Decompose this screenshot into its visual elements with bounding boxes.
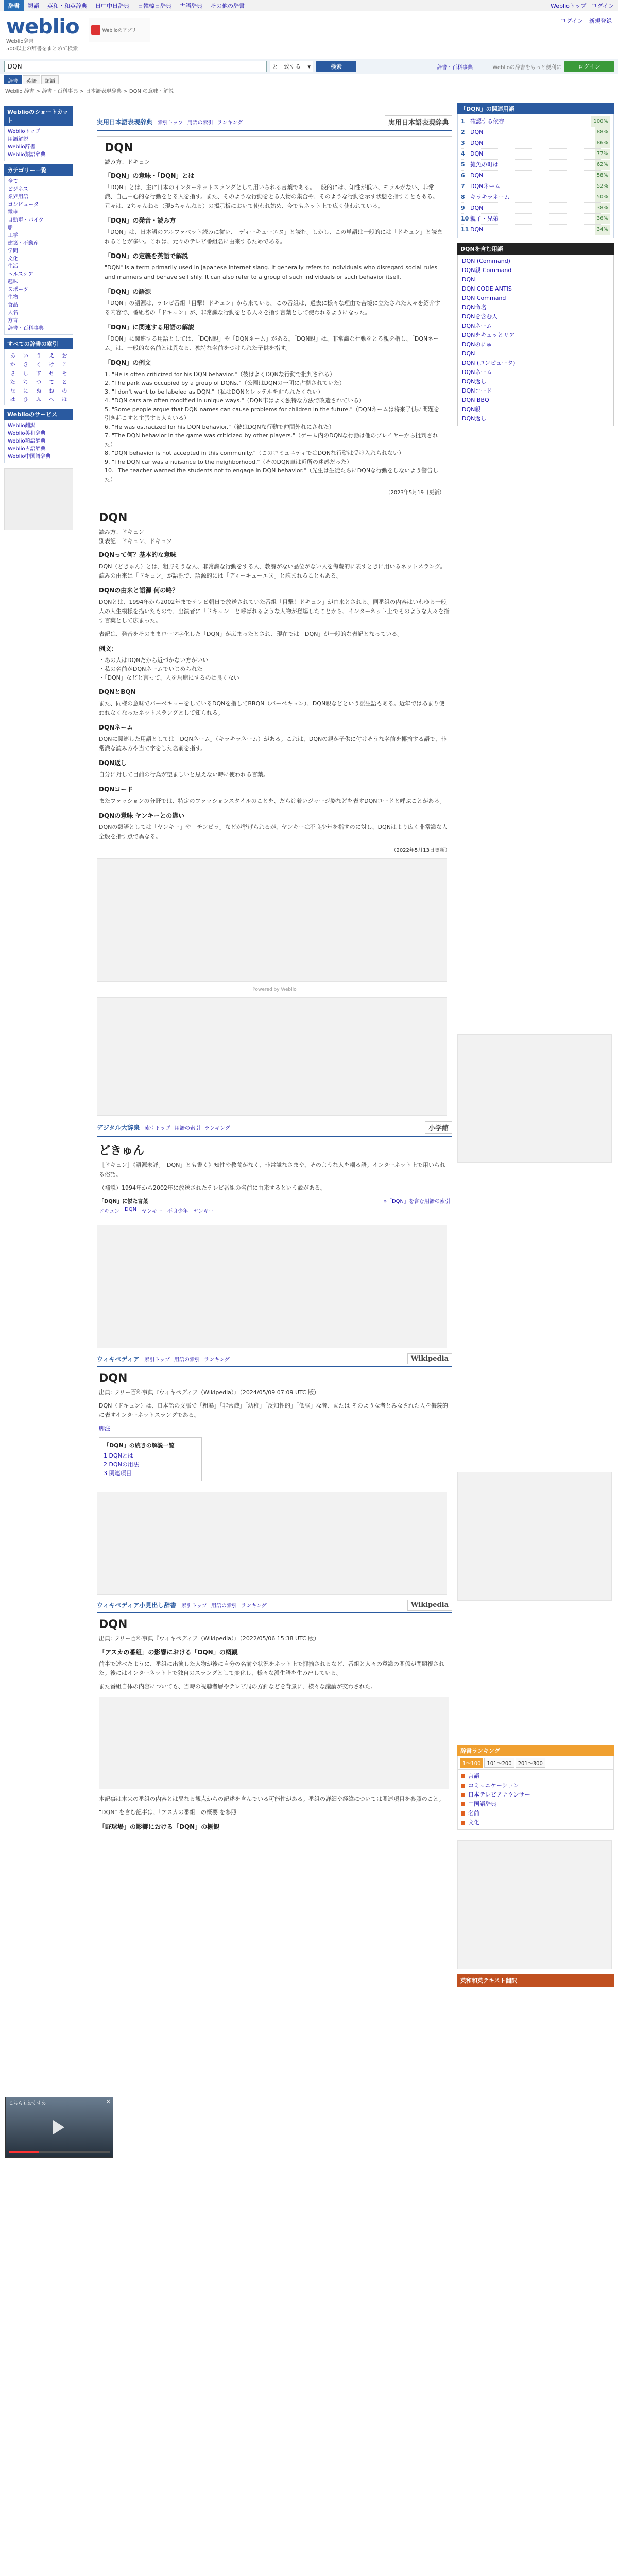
- ad-banner[interactable]: [97, 997, 447, 1116]
- ranking-link[interactable]: ランキング: [204, 1357, 230, 1363]
- shortcut-header: Weblioのショートカット: [4, 106, 73, 126]
- ranking-row[interactable]: [461, 171, 610, 181]
- term-list-item[interactable]: DQNネーム: [462, 323, 492, 329]
- section-heading: DQNネーム: [99, 724, 133, 731]
- kana-index-item[interactable]: か: [10, 362, 15, 368]
- term-index-link[interactable]: 用語の索引: [174, 1357, 200, 1363]
- ranking-row[interactable]: [461, 160, 610, 171]
- service-item[interactable]: Weblio翻訳: [8, 423, 36, 429]
- close-icon[interactable]: ✕: [106, 2098, 111, 2105]
- category-item[interactable]: スポーツ: [8, 287, 28, 293]
- kana-index-item[interactable]: そ: [62, 371, 67, 377]
- update-date: （2023年5月19日更新）: [385, 490, 444, 496]
- term-list-item[interactable]: DQNコード: [462, 387, 492, 394]
- related-word[interactable]: DQN: [125, 1207, 137, 1212]
- example-sentence: 2. "The park was occupied by a group of DQNs."（公園はDQNの一団に占拠されていた）: [105, 380, 345, 386]
- ranking-row[interactable]: [461, 203, 610, 214]
- entry-reading: 読み方：ドキュン: [105, 159, 150, 165]
- entry-title: DQN: [105, 142, 133, 155]
- kana-index-item[interactable]: ほ: [62, 397, 67, 403]
- section-heading: 「DQN」の例文: [105, 359, 151, 366]
- weblio-top-link[interactable]: Weblioトップ: [551, 2, 587, 9]
- kana-index-item[interactable]: ふ: [36, 397, 41, 403]
- paragraph: 本記事は本来の番組の内容とは異なる観点からの記述を含んでいる可能性がある。番組の詳細や経緯については関連項目を参照のこと。: [99, 1795, 444, 1802]
- rank-number: 6: [461, 172, 465, 179]
- breadcrumb: Weblio 辞書 > 辞書・百科事典 > 日本語表現辞典 > DQN の意味・解説: [5, 89, 174, 94]
- category-item[interactable]: 生活: [8, 264, 18, 269]
- related-words: [99, 1207, 450, 1214]
- category-header: カテゴリー一覧: [4, 164, 73, 176]
- section-heading: 「アスカの番組」の影響における「DQN」の概観: [99, 1649, 238, 1656]
- example-item: ・「DQN」などと言って、人を馬鹿にするのは良くない: [99, 674, 239, 681]
- footnote-link[interactable]: 脚注: [99, 1425, 110, 1432]
- term-list-item[interactable]: DQNのにゅ: [462, 341, 492, 348]
- login-link[interactable]: ログイン: [591, 2, 614, 9]
- rank-percent: 77%: [595, 149, 610, 159]
- related-word[interactable]: ヤンキー: [142, 1209, 162, 1214]
- rank-word[interactable]: キラキラネーム: [470, 194, 510, 200]
- source-meta: 出典: フリー百科事典『ウィキペディア（Wikipedia）』（2024/05/09 07:09 UTC 版）: [99, 1389, 320, 1396]
- entry-title: DQN: [99, 512, 128, 524]
- entry-title: DQN: [99, 1618, 128, 1631]
- dict-brand-logo: 小学館: [425, 1121, 452, 1134]
- shortcut-item[interactable]: Weblioトップ: [8, 129, 41, 134]
- rank-number: 7: [461, 183, 465, 190]
- related-word[interactable]: ドキュン: [99, 1209, 119, 1214]
- update-date: （2022年5月13日更新）: [391, 848, 450, 853]
- paragraph: "DQN" is a term primarily used in Japanese internet slang. It generally refers to individuals who disregard social rules and manners and behave selfishly. It can also refer to a group of such individuals or such behavior itself.: [105, 264, 438, 280]
- category-item[interactable]: 趣味: [8, 279, 18, 285]
- category-item[interactable]: 人名: [8, 310, 18, 316]
- rank-percent: 100%: [591, 116, 610, 127]
- example-sentence: 8. "DQN behavior is not accepted in this community."（このコミュニティではDQNな行動は受け入れられない）: [105, 450, 404, 456]
- right-sidebar: [457, 103, 614, 1987]
- service-item[interactable]: Weblio中国語辞典: [8, 454, 51, 460]
- term-list: [457, 255, 614, 426]
- right-ad[interactable]: [457, 1840, 612, 1969]
- term-index-link[interactable]: 用語の索引: [187, 120, 213, 126]
- toc-title: 「DQN」の続きの解説一覧: [104, 1442, 175, 1449]
- category-item[interactable]: 生物: [8, 295, 18, 300]
- dict-brand-logo: 実用日本語表現辞典: [385, 115, 452, 128]
- toc-item[interactable]: 3 関連項目: [104, 1470, 132, 1477]
- app-icon: [91, 25, 100, 35]
- term-list-item[interactable]: DQN: [462, 276, 475, 283]
- search-button[interactable]: 検索: [316, 61, 356, 72]
- term-index-link[interactable]: 用語の索引: [211, 1603, 237, 1609]
- shortcut-item[interactable]: Weblio辞書: [8, 144, 36, 150]
- category-item[interactable]: ヘルスケア: [8, 272, 33, 277]
- dict-header: [97, 115, 452, 131]
- ranking-item[interactable]: 日本テレビアナウンサー: [461, 1790, 610, 1800]
- related-ranking: [457, 114, 614, 238]
- example-item: ・私の名前がDQNネームでいじめられた: [99, 666, 203, 672]
- section-heading: 「DQN」に関連する用語の解説: [105, 324, 195, 331]
- rank-number: 2: [461, 129, 465, 135]
- rank-percent: 62%: [595, 160, 610, 170]
- kana-index-item[interactable]: け: [49, 362, 55, 368]
- toc-item[interactable]: 1 DQNとは: [104, 1452, 133, 1459]
- rank-number: 11: [461, 226, 469, 233]
- ranking-tabs: [457, 1756, 614, 1770]
- video-player[interactable]: [5, 2097, 113, 2158]
- service-item[interactable]: Weblio古語辞典: [8, 446, 46, 452]
- rank-number: 9: [461, 205, 465, 211]
- example-sentence: 9. "The DQN car was a nuisance to the neighborhood."（そのDQN車は近所の迷惑だった）: [105, 459, 352, 465]
- ranking-header: 辞書ランキング: [457, 1745, 614, 1756]
- rank-percent: 34%: [595, 225, 610, 235]
- related-label: 「DQN」に似た言葉: [99, 1199, 148, 1205]
- term-list-item[interactable]: DQN返し: [462, 415, 487, 422]
- kana-index-item[interactable]: の: [62, 388, 67, 394]
- dict-brand-logo: Wikipedia: [407, 1600, 452, 1611]
- tab-english[interactable]: 英和・和英辞典: [47, 2, 87, 9]
- kana-index-item[interactable]: ぬ: [36, 388, 41, 394]
- dict-header: [97, 1121, 452, 1137]
- term-list-item[interactable]: DQN Command: [462, 295, 506, 301]
- main-content: [97, 115, 452, 1834]
- kana-index: [4, 349, 73, 405]
- paragraph: DQNの類語としては「ヤンキー」や「チンピラ」などが挙げられるが、ヤンキーは不良少年を指すのに対し、DQNはより広く非常識な人全般を指す点で異なる。: [99, 824, 448, 840]
- rank-word[interactable]: DQN: [470, 172, 484, 179]
- paragraph: DQN（どきゅん）とは、粗野そうな人、非常識な行動をする人、教養がない品位がない人を侮蔑的に表すときに用いるネットスラング。読みの由来は「ドキュン」が語源で、語源的には「ディーキューエヌ」と読まれることもある。: [99, 563, 446, 579]
- example-item: ・あの人はDQNだから近づかない方がいい: [99, 657, 209, 664]
- logo-subtitle: Weblio辞書: [6, 39, 34, 44]
- section-heading: 「DQN」の語源: [105, 288, 151, 295]
- rank-percent: 36%: [595, 214, 610, 224]
- category-item[interactable]: ビジネス: [8, 187, 28, 192]
- ranking-tab[interactable]: 1〜100: [460, 1758, 483, 1768]
- rank-number: 4: [461, 150, 465, 157]
- entry-reading: 読み方：ドキュン: [99, 529, 144, 535]
- index-top-link[interactable]: 索引トップ: [181, 1603, 208, 1609]
- index-top-link[interactable]: 索引トップ: [158, 120, 183, 126]
- chevron-down-icon: ▾: [307, 63, 311, 70]
- dict-header: [97, 1353, 452, 1367]
- kana-index-item[interactable]: き: [23, 362, 28, 368]
- example-sentence: 1. "He is often criticized for his DQN behavior."（彼はよくDQNな行動で批判される）: [105, 371, 335, 378]
- tab-classical[interactable]: 古語辞典: [180, 2, 202, 9]
- paragraph: また、同様の意味でバーベキューをしているDQNを指してBBQN（バーベキュン）、DQN親などという派生語もある。近年ではあまり使われなくなったネットスラングとして知られる。: [99, 700, 445, 716]
- entry-title: どきゅん: [99, 1144, 145, 1157]
- example-sentence: 3. "I don't want to be labeled as DQN."（私はDQNとレッテルを貼られたくない）: [105, 388, 324, 395]
- kana-index-item[interactable]: う: [36, 353, 41, 359]
- kana-index-item[interactable]: へ: [49, 397, 55, 403]
- tab-korean[interactable]: 日韓韓日辞典: [138, 2, 171, 9]
- kana-index-item[interactable]: え: [49, 353, 55, 359]
- kana-index-item[interactable]: お: [62, 353, 67, 359]
- play-icon[interactable]: [53, 2120, 64, 2134]
- ranking-item[interactable]: 文化: [461, 1818, 610, 1827]
- paragraph: DQNとは、1994年から2002年までテレビ朝日で放送されていた番組「目撃！ドキュン」が由来とされる。同番組の内容はいわゆる一般人の人生模様を描いたもので、出演者に「ドキュン」と呼ばれるような人物が登場したことから、インターネット上でそのような人々を指す言葉として広まった。: [99, 599, 450, 624]
- ranking-row[interactable]: [461, 214, 610, 225]
- examples-list: [105, 370, 444, 484]
- ranking-link[interactable]: ランキング: [217, 120, 243, 126]
- paragraph: 「DQN」は、日本語のアルファベット読みに従い、「ディーキューエヌ」と読む。しかし、この単語は一般的には「ドキュン」と読まれることが多い。これは、元々のテレビ番組名に由来するためである。: [105, 229, 443, 245]
- section-heading: 例文：: [99, 645, 118, 652]
- entry-title: DQN: [99, 1372, 128, 1385]
- tab-other[interactable]: その他の辞書: [211, 2, 245, 9]
- ranking-list: [457, 1770, 614, 1830]
- dict-name[interactable]: デジタル大辞泉: [97, 1124, 140, 1131]
- rank-number: 5: [461, 161, 465, 168]
- rank-percent: 38%: [595, 203, 610, 213]
- rank-word[interactable]: DQN: [470, 140, 484, 146]
- paragraph: 表記は、発音をそのままローマ字化した「DQN」が広まったとされ、現在では「DQN」が一般的な表記となっている。: [99, 631, 403, 637]
- category-item[interactable]: 文化: [8, 256, 18, 262]
- login-button[interactable]: ログイン: [564, 61, 614, 72]
- rank-number: 3: [461, 140, 465, 146]
- kana-index-item[interactable]: ね: [49, 388, 55, 394]
- logo-subtitle-2: 500以上の辞書をまとめて検索: [6, 46, 78, 52]
- term-list-item[interactable]: DQN親: [462, 406, 481, 413]
- ad-banner[interactable]: [99, 1697, 449, 1789]
- paragraph: またファッションの分野では、特定のファッションスタイルのことを、だらけ着いジャージ姿などを表すDQNコードと呼ぶことがある。: [99, 798, 445, 804]
- rank-word[interactable]: 雑魚の町は: [470, 161, 499, 168]
- example-sentence: 5. "Some people argue that DQN names can cause problems for children in the future."（DQNネームは将来子供に問題を引き起こすと主張する人もいる）: [105, 406, 440, 421]
- shortcut-item[interactable]: Weblio類語辞典: [8, 152, 46, 158]
- index-header: すべての辞書の索引: [4, 338, 73, 349]
- kana-index-item[interactable]: あ: [10, 353, 15, 359]
- paragraph: （補説）1994年から2002年に放送されたテレビ番組の名前に由来するという説がある。: [99, 1184, 326, 1191]
- dict-brand-logo: Wikipedia: [407, 1353, 452, 1364]
- mode-english[interactable]: 英語: [23, 75, 40, 84]
- category-item[interactable]: 船: [8, 225, 13, 231]
- related-word[interactable]: 不良少年: [167, 1209, 188, 1214]
- paragraph: DQNに関連した用語としては「DQNネーム」（キラキラネーム）がある。これは、DQNの親が子供に付けそうな名前を揶揄する語で、非常識な読み方や当て字をした名前を指す。: [99, 736, 447, 752]
- rank-percent: 50%: [595, 192, 610, 202]
- rank-word[interactable]: DQN: [470, 226, 484, 233]
- kana-index-item[interactable]: い: [23, 353, 28, 359]
- app-ad[interactable]: Weblioのアプリ: [89, 18, 150, 42]
- left-ad[interactable]: [4, 468, 73, 530]
- term-list-item[interactable]: DQN返し: [462, 378, 487, 385]
- powered-by: Powered by Weblio: [252, 987, 297, 992]
- rank-number: 8: [461, 194, 465, 200]
- term-list-item[interactable]: DQNをキュッとリア: [462, 332, 515, 338]
- term-list-header: DQNを含む用語: [457, 243, 614, 255]
- translation-banner[interactable]: 英和和英テキスト翻訳: [457, 1974, 614, 1987]
- ranking-item[interactable]: コミュニケーション: [461, 1781, 610, 1790]
- ad-banner[interactable]: [97, 858, 447, 982]
- rank-word[interactable]: DQN: [470, 150, 484, 157]
- rank-word[interactable]: DQN: [470, 129, 484, 135]
- kana-index-item[interactable]: た: [10, 380, 15, 385]
- kana-index-item[interactable]: ひ: [23, 397, 28, 403]
- section-heading: 「DQN」の意味・「DQN」とは: [105, 172, 195, 179]
- rank-word[interactable]: DQN: [470, 205, 484, 211]
- term-list-item[interactable]: DQN親 Command: [462, 267, 512, 274]
- example-sentence: 6. "He was ostracized for his DQN behavior."（彼はDQNな行動で仲間外れにされた）: [105, 423, 335, 430]
- search-bar: [0, 59, 618, 74]
- promo-text: Weblioの辞書をもっと便利に: [492, 64, 561, 71]
- ranking-row[interactable]: [461, 181, 610, 192]
- kana-index-item[interactable]: つ: [36, 380, 41, 385]
- ranking-link[interactable]: ランキング: [204, 1126, 230, 1131]
- term-list-item[interactable]: DQNネーム: [462, 369, 492, 376]
- ranking-row[interactable]: [461, 138, 610, 149]
- term-list-item[interactable]: DQN CODE ANTIS: [462, 285, 512, 292]
- category-item[interactable]: 工学: [8, 233, 18, 239]
- section-heading: 「DQN」の発音・読み方: [105, 217, 176, 224]
- paragraph-note: "DQN" を含む記事は、「アスカの番組」の概要 を参照: [99, 1809, 237, 1816]
- table-of-contents: [99, 1437, 202, 1481]
- header: [0, 11, 618, 59]
- kana-index-item[interactable]: せ: [49, 371, 55, 377]
- search-scope[interactable]: 辞書・百科事典: [437, 64, 473, 71]
- kana-index-item[interactable]: ち: [23, 380, 28, 385]
- paragraph: 「DQN」とは、主に日本のインターネットスラングとして用いられる言葉である。一般的には、知性が低い、モラルがない、非常識、自己中心的な行動をとる人を指す。また、そのような行動をとる人物の集合や、そのような行動を示す状態を指すこともある。元々は、2ちゃんねる（現5ちゃんねる）の掲示板において使われ始め、今でもネット上で広く使われている。: [105, 184, 438, 209]
- weblio-logo[interactable]: weblio: [6, 15, 79, 39]
- kana-index-item[interactable]: は: [10, 397, 15, 403]
- section-heading: DQNコード: [99, 786, 133, 793]
- category-item[interactable]: 食品: [8, 302, 18, 308]
- header-register-link[interactable]: 新規登録: [589, 18, 612, 24]
- category-item[interactable]: 辞書・百科事典: [8, 326, 44, 331]
- category-item[interactable]: 全て: [8, 179, 18, 184]
- ranking-item[interactable]: 名前: [461, 1809, 610, 1818]
- source-meta: 出典: フリー百科事典『ウィキペディア（Wikipedia）』（2022/05/06 15:38 UTC 版）: [99, 1635, 320, 1642]
- entry-slang: [97, 512, 452, 853]
- ranking-link[interactable]: ランキング: [241, 1603, 267, 1609]
- category-item[interactable]: 方言: [8, 318, 18, 324]
- kana-index-item[interactable]: く: [36, 362, 41, 368]
- section-heading: DQNって何？基本的な意味: [99, 551, 177, 558]
- section-heading: DQNとBQN: [99, 688, 136, 696]
- mode-thesaurus[interactable]: 類語: [41, 75, 59, 84]
- category-item[interactable]: 業界用語: [8, 194, 28, 200]
- more-link[interactable]: »「DQN」を含む用語の索引: [383, 1199, 450, 1205]
- term-list-item[interactable]: DQN BBQ: [462, 397, 489, 403]
- paragraph: 「DQN」に関連する用語としては、「DQN親」や「DQNネーム」がある。「DQN親」は、非常識な行動をとる親を指し、「DQNネーム」は、一般的な名前とは異なる、独特な名前をつけられた子供を指す。: [105, 335, 439, 351]
- index-top-link[interactable]: 索引トップ: [144, 1357, 170, 1363]
- right-ad[interactable]: [457, 1034, 612, 1163]
- video-title: こちらもおすすめ: [9, 2101, 46, 2106]
- term-list-item[interactable]: DQN: [462, 350, 475, 357]
- top-navigation: [0, 0, 618, 11]
- left-sidebar: [4, 103, 73, 530]
- kana-index-item[interactable]: と: [62, 380, 67, 385]
- dict-header: [97, 1600, 452, 1613]
- term-list-item[interactable]: DQN命名: [462, 304, 487, 311]
- ad-banner[interactable]: [97, 1225, 447, 1348]
- rank-word[interactable]: 親子・兄弟: [470, 215, 499, 222]
- example-sentence: 10. "The teacher warned the students not to engage in DQN behavior."（先生は生徒たちにDQNな行動をしないよう警告した）: [105, 467, 439, 483]
- section-heading: DQNの由来と語源 何の略？: [99, 587, 179, 594]
- term-list-item[interactable]: DQN (Command): [462, 258, 510, 264]
- section-heading: DQNの意味 ヤンキーとの違い: [99, 812, 185, 819]
- mode-dictionary[interactable]: 辞書: [4, 75, 22, 84]
- paragraph: ［ドキュン］《語源未詳。「DQN」とも書く》知性や教養がなく、非常識なさまや、そのような人を嘲る語。インターネット上で用いられる俗語。: [99, 1162, 445, 1178]
- rank-percent: 86%: [595, 138, 610, 148]
- toc-item[interactable]: 2 DQNの用法: [104, 1461, 139, 1468]
- paragraph: また番組自体の内容についても、当時の視聴者層やテレビ局の方針などを背景に、様々な議論が交わされた。: [99, 1683, 376, 1690]
- example-sentence: 4. "DQN cars are often modified in unique ways."（DQN車はよく独特な方法で改造されている）: [105, 397, 365, 404]
- right-ad[interactable]: [457, 1472, 612, 1601]
- ranking-item[interactable]: 中国語辞典: [461, 1800, 610, 1809]
- rank-percent: 58%: [595, 171, 610, 181]
- tab-dictionary[interactable]: 辞書: [4, 0, 24, 11]
- category-item[interactable]: 電車: [8, 210, 18, 215]
- kana-index-item[interactable]: さ: [10, 371, 15, 377]
- category-item[interactable]: コンピュータ: [8, 202, 39, 208]
- tab-chinese[interactable]: 日中中日辞典: [95, 2, 129, 9]
- term-list-item[interactable]: DQN (コンピュータ): [462, 360, 516, 366]
- ad-banner[interactable]: [97, 1492, 447, 1595]
- section-heading: 「DQN」の定義を英語で解説: [105, 252, 188, 260]
- paragraph: DQN（ドキュン）は、日本語の文脈で「粗暴」「非常識」「幼稚」「反知性的」「低脳」な者、または そのような者とみなされた人を侮蔑的に表すインターネットスラングである。: [99, 1402, 448, 1418]
- term-index-link[interactable]: 用語の索引: [174, 1126, 200, 1131]
- paragraph: 「DQN」の語源は、テレビ番組「目撃！ドキュン」から来ている。この番組は、過去に様々な理由で苦境に立たされた人々を紹介する内容で、番組名の「ドキュン」が、非常識な行動をとる人々を指す言葉として使われるようになった。: [105, 300, 441, 316]
- entry-alt: 別表記：ドキュン、ドキュソ: [99, 538, 173, 545]
- mode-tabs: [0, 75, 618, 84]
- term-list-item[interactable]: DQNを含む人: [462, 313, 498, 320]
- rank-percent: 88%: [595, 127, 610, 138]
- section-heading: DQN返し: [99, 759, 127, 767]
- tab-thesaurus[interactable]: 類語: [28, 2, 39, 9]
- service-item[interactable]: Weblio類語辞典: [8, 438, 46, 444]
- rank-number: 10: [461, 215, 469, 222]
- example-sentence: 7. "The DQN behavior in the game was criticized by other players."（ゲーム内のDQNな行動は他のプレイヤーから批判された）: [105, 432, 438, 448]
- search-input[interactable]: DQN: [4, 61, 267, 72]
- video-progress[interactable]: [9, 2151, 110, 2153]
- category-item[interactable]: 自動車・バイク: [8, 217, 44, 223]
- kana-index-item[interactable]: こ: [62, 362, 67, 368]
- related-word[interactable]: ヤンキー: [193, 1209, 214, 1214]
- related-terms-header: 「DQN」の関連用語: [457, 103, 614, 114]
- rank-percent: 52%: [595, 181, 610, 192]
- services-header: Weblioのサービス: [4, 409, 73, 420]
- header-login-link[interactable]: ログイン: [560, 18, 583, 24]
- kana-index-item[interactable]: し: [23, 371, 28, 377]
- entry-practical-japanese: [97, 136, 452, 501]
- kana-index-item[interactable]: な: [10, 388, 15, 394]
- ranking-row[interactable]: [461, 116, 610, 127]
- rank-word[interactable]: DQNネーム: [470, 183, 501, 190]
- ranking-row[interactable]: [461, 192, 610, 203]
- index-top-link[interactable]: 索引トップ: [145, 1126, 170, 1131]
- ranking-tab[interactable]: 101〜200: [484, 1758, 514, 1768]
- ranking-tab[interactable]: 201〜300: [516, 1758, 545, 1768]
- shortcut-item[interactable]: 用語解説: [8, 137, 28, 142]
- ranking-row[interactable]: [461, 127, 610, 138]
- section-heading: 「野球場」の影響における「DQN」の概観: [99, 1823, 220, 1831]
- ranking-row[interactable]: [461, 225, 610, 235]
- category-item[interactable]: 建築・不動産: [8, 241, 39, 246]
- category-item[interactable]: 学問: [8, 248, 18, 254]
- paragraph: 自分に対して目前の行為が望ましいと思えない時に使われる言葉。: [99, 771, 269, 778]
- service-item[interactable]: Weblio英和辞典: [8, 431, 46, 436]
- paragraph: 前半で述べたように、番組に出演した人物が後に自分の名前や状況をネット上で揶揄されるなど、番組と人々の意識の関係が問題視された。後にはインターネット上で独自のスラングとして変化し、様々な派生語を生み出している。: [99, 1660, 444, 1676]
- kana-index-item[interactable]: す: [36, 371, 41, 377]
- rank-word[interactable]: 確認する依存: [470, 118, 504, 125]
- kana-index-item[interactable]: に: [23, 388, 28, 394]
- kana-index-item[interactable]: て: [49, 380, 55, 385]
- ranking-item[interactable]: 言語: [461, 1772, 610, 1781]
- dict-name[interactable]: ウィキペディア: [97, 1355, 140, 1363]
- match-select[interactable]: と一致する ▾: [270, 61, 313, 72]
- dict-name[interactable]: 実用日本語表現辞典: [97, 118, 153, 126]
- dict-name[interactable]: ウィキペディア小見出し辞書: [97, 1602, 177, 1609]
- rank-number: 1: [461, 118, 465, 125]
- ranking-row[interactable]: [461, 149, 610, 160]
